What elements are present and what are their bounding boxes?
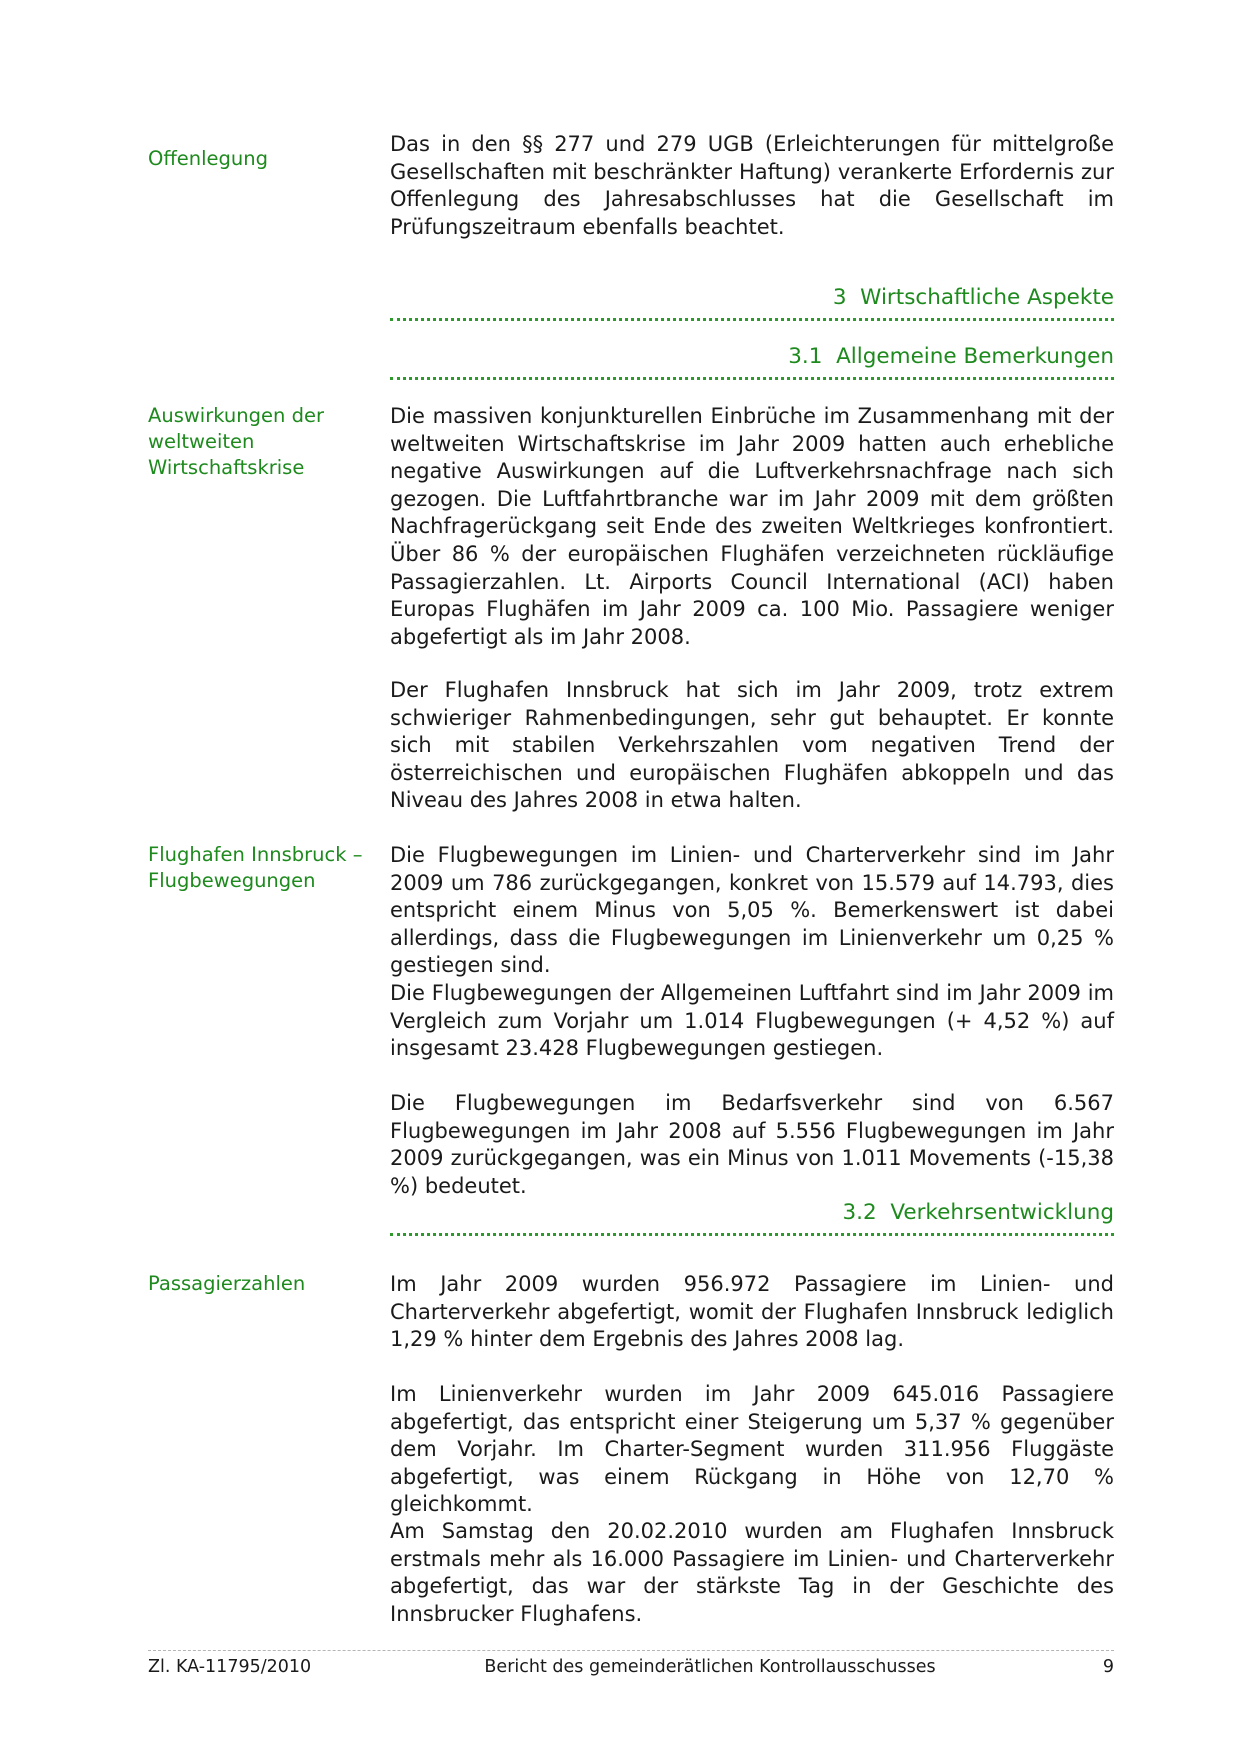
section-heading-title: Verkehrsentwicklung bbox=[890, 1200, 1114, 1225]
margin-note-flugbewegungen: Flughafen Innsbruck – Flugbewegungen bbox=[148, 843, 363, 892]
footer-reference: Zl. KA-11795/2010 bbox=[148, 1657, 312, 1677]
paragraph-flugbewegungen-1: Die Flugbewegungen im Linien- und Charterverkehr sind im Jahr 2009 um 786 zurückgegangen, konkret von 15.579 auf 14.793, dies entspricht einem Minus von 5,05 %. Bemerkenswert ist dabei allerdings, dass die Flugbewegungen im Linienverkehr um 0,25 % gestiegen sind. bbox=[390, 843, 1114, 978]
paragraph-wirtschaftskrise-1: Die massiven konjunkturellen Einbrüche im Zusammenhang mit der weltweiten Wirtschaftskrise im Jahr 2009 hatten auch erhebliche negative Auswirkungen auf die Luftverkehrsnachfrage nach sich gezogen. Die Luftfahrtbranche war im Jahr 2009 mit dem größten Nachfragerückgang seit Ende des zweiten Weltkrieges konfrontiert. Über 86 % der europäischen Flughäfen verzeichneten rückläufige Passagierzahlen. Lt. Airports Council International (ACI) haben Europas Flughäfen im Jahr 2009 ca. 100 Mio. Passagiere weniger abgefertigt als im Jahr 2008. bbox=[390, 404, 1114, 649]
page-number: 9 bbox=[1102, 1657, 1114, 1677]
paragraph-passagierzahlen-3: Am Samstag den 20.02.2010 wurden am Flughafen Innsbruck erstmals mehr als 16.000 Passagiere im Linien- und Charterverkehr abgefertigt, das war der stärkste Tag in der Geschichte des Innsbrucker Flughafens. bbox=[390, 1519, 1114, 1626]
section-heading-title: Wirtschaftliche Aspekte bbox=[860, 285, 1114, 310]
margin-note-wirtschaftskrise: Auswirkungen der weltweiten Wirtschaftskrise bbox=[148, 404, 324, 479]
section-heading-number: 3 bbox=[832, 285, 847, 310]
paragraph-wirtschaftskrise-2: Der Flughafen Innsbruck hat sich im Jahr 2009, trotz extrem schwieriger Rahmenbedingungen, sehr gut behauptet. Er konnte sich mit stabilen Verkehrszahlen vom negativen Trend der österreichischen und europäischen Flughäfen abkoppeln und das Niveau des Jahres 2008 in etwa halten. bbox=[390, 678, 1114, 813]
paragraph-passagierzahlen-1: Im Jahr 2009 wurden 956.972 Passagiere im Linien- und Charterverkehr abgefertigt, womit der Flughafen Innsbruck lediglich 1,29 % hinter dem Ergebnis des Jahres 2008 lag. bbox=[390, 1272, 1114, 1352]
footer-divider bbox=[148, 1650, 1114, 1651]
section-heading-title: Allgemeine Bemerkungen bbox=[836, 344, 1114, 369]
section-heading-3-1 bbox=[390, 343, 1114, 380]
paragraph-offenlegung: Das in den §§ 277 und 279 UGB (Erleichterungen für mittelgroße Gesellschaften mit beschränkter Haftung) verankerte Erfordernis zur Offenlegung des Jahresabschlusses hat die Gesellschaft im Prüfungszeitraum ebenfalls beachtet. bbox=[390, 132, 1114, 239]
section-heading-3 bbox=[390, 284, 1114, 321]
section-heading-number: 3.2 bbox=[842, 1200, 877, 1225]
footer-title: Bericht des gemeinderätlichen Kontrollausschusses bbox=[484, 1657, 936, 1677]
paragraph-flugbewegungen-3: Die Flugbewegungen im Bedarfsverkehr sind von 6.567 Flugbewegungen im Jahr 2008 auf 5.556 Flugbewegungen im Jahr 2009 zurückgegangen, was ein Minus von 1.011 Movements (-15,38 %) bedeutet. bbox=[390, 1091, 1114, 1198]
section-heading-number: 3.1 bbox=[788, 344, 823, 369]
paragraph-flugbewegungen-2: Die Flugbewegungen der Allgemeinen Luftfahrt sind im Jahr 2009 im Vergleich zum Vorjahr um 1.014 Flugbewegungen (+ 4,52 %) auf insgesamt 23.428 Flugbewegungen gestiegen. bbox=[390, 981, 1114, 1061]
margin-note-offenlegung: Offenlegung bbox=[148, 147, 269, 170]
paragraph-passagierzahlen-2: Im Linienverkehr wurden im Jahr 2009 645.016 Passagiere abgefertigt, das entspricht einer Steigerung um 5,37 % gegenüber dem Vorjahr. Im Charter-Segment wurden 311.956 Fluggäste abgefertigt, was einem Rückgang in Höhe von 12,70 % gleichkommt. bbox=[390, 1382, 1114, 1517]
section-heading-3-2 bbox=[390, 1199, 1114, 1236]
margin-note-passagierzahlen: Passagierzahlen bbox=[148, 1272, 306, 1295]
